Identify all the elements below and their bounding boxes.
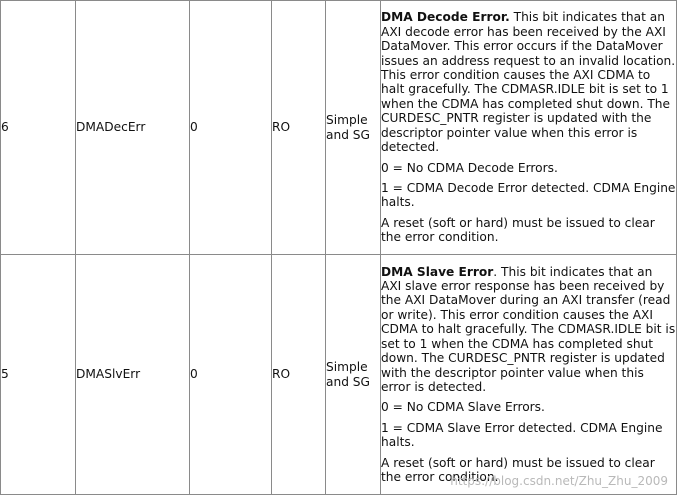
description-paragraph: 1 = CDMA Slave Error detected. CDMA Engine halts.: [381, 420, 663, 450]
field-name-cell: DMADecErr: [76, 1, 190, 255]
description-title: DMA Slave Error: [381, 264, 494, 279]
mode-cell: [326, 1, 381, 255]
description-cell: [381, 255, 677, 495]
description-body: This bit indicates that an AXI decode error has been received by the AXI DataMover. This error occurs if the DataMover issues an address request to an invalid location. This error condition causes the AXI CDMA to halt gracefully. The CDMASR.IDLE bit is set to 1 when the CDMA has completed shut down. The CURDESC_PNTR register is updated with the descriptor pointer value when this error is detected.: [381, 10, 676, 155]
field-name-cell: DMASlvErr: [76, 255, 190, 495]
description-paragraph: 0 = No CDMA Decode Errors.: [381, 160, 558, 175]
default-value-cell: 0: [190, 255, 272, 495]
description-paragraph: 0 = No CDMA Slave Errors.: [381, 400, 545, 415]
description-body: . This bit indicates that an AXI slave error response has been received by the AXI DataMover during an AXI transfer (read or write). This error condition causes the AXI CDMA to halt gracefully. The CDMASR.IDLE bit is set to 1 when the CDMA has completed shut down. The CURDESC_PNTR register is updated with the descriptor pointer value when this error is detected.: [381, 264, 676, 394]
watermark-text: https://blog.csdn.net/Zhu_Zhu_2009: [450, 474, 668, 488]
bit-cell: 5: [1, 255, 76, 495]
mode-line: Simple: [326, 113, 368, 128]
description-paragraph: A reset (soft or hard) must be issued to clear the error condition.: [381, 215, 655, 245]
bit-cell: 6: [1, 1, 76, 255]
table-row: [1, 255, 677, 495]
access-type-cell: RO: [272, 1, 326, 255]
description-title: DMA Decode Error.: [381, 10, 510, 25]
access-type-cell: RO: [272, 255, 326, 495]
description-paragraph: [381, 265, 676, 395]
description-paragraph: [381, 10, 676, 154]
description-cell: [381, 1, 677, 255]
description-paragraph: A reset (soft or hard) must be issued to clear the error condition.: [381, 455, 655, 484]
table-row: [1, 1, 677, 255]
default-value-cell: 0: [190, 1, 272, 255]
description-paragraph: 1 = CDMA Decode Error detected. CDMA Engine halts.: [381, 180, 676, 210]
mode-line: Simple: [326, 360, 368, 375]
mode-line: and SG: [326, 127, 370, 142]
mode-line: and SG: [326, 374, 370, 389]
mode-cell: [326, 255, 381, 495]
